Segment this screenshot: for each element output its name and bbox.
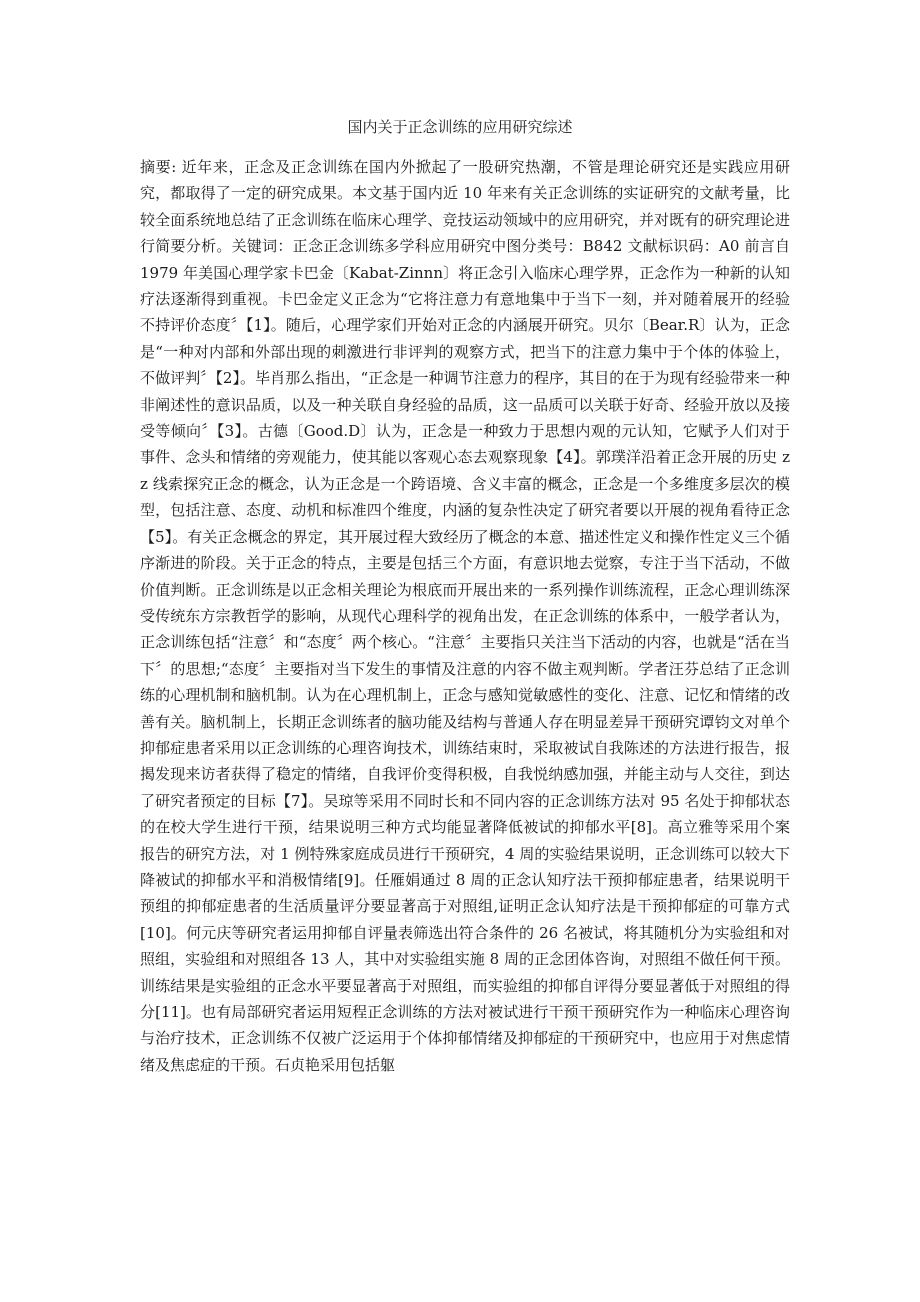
- document-body: [140, 154, 790, 1184]
- document-title: 国内关于正念训练的应用研究综述: [347, 118, 573, 136]
- body-paragraph: 摘要: 近年来，正念及正念训练在国内外掀起了一股研究热潮，不管是理论研究还是实践应用研究，都取得了一定的研究成果。本文基于国内近 10 年来有关正念训练的实证研究的文献考量，比较全面系统地总结了正念训练在临床心理学、竞技运动领域中的应用研究，并对既有的研究理论进行简要分析。关键词：正念正念训练多学科应用研究中图分类号：B842 文献标识码：A0 前言自 1979 年美国心理学家卡巴金〔Kabat-Zinnn〕将正念引入临床心理学界，正念作为一种新的认知疗法逐渐得到重视。卡巴金定义正念为“它将注意力有意地集中于当下一刻，并对随着展开的经验不持评价态度〞【1】。随后，心理学家们开始对正念的内涵展开研究。贝尔〔Bear.R〕认为，正念是“一种对内部和外部出现的刺激进行非评判的观察方式，把当下的注意力集中于个体的体验上，不做评判〞【2】。毕肖那么指出，“正念是一种调节注意力的程序，其目的在于为现有经验带来一种非阐述性的意识品质，以及一种关联自身经验的品质，这一品质可以关联于好奇、经验开放以及接受等倾向〞【3】。古德〔Good.D〕认为，正念是一种致力于思想内观的元认知，它赋予人们对于事件、念头和情绪的旁观能力，使其能以客观心态去观察现象【4】。郭璞洋沿着正念开展的历史 zz 线索探究正念的概念，认为正念是一个跨语境、含义丰富的概念，正念是一个多维度多层次的模型，包括注意、态度、动机和标准四个维度，内涵的复杂性决定了研究者要以开展的视角看待正念【5】。有关正念概念的界定，其开展过程大致经历了概念的本意、描述性定义和操作性定义三个循序渐进的阶段。关于正念的特点，主要是包括三个方面，有意识地去觉察，专注于当下活动，不做价值判断。正念训练是以正念相关理论为根底而开展出来的一系列操作训练流程，正念心理训练深受传统东方宗教哲学的影响，从现代心理科学的视角出发，在正念训练的体系中，一般学者认为，正念训练包括“注意〞和“态度〞两个核心。“注意〞主要指只关注当下活动的内容，也就是“活在当下〞的思想;“态度〞主要指对当下发生的事情及注意的内容不做主观判断。学者汪芬总结了正念训练的心理机制和脑机制。认为在心理机制上，正念与感知觉敏感性的变化、注意、记忆和情绪的改善有关。脑机制上，长期正念训练者的脑功能及结构与普通人存在明显差异干预研究谭钧文对单个抑郁症患者采用以正念训练的心理咨询技术，训练结束时，采取被试自我陈述的方法进行报告，报揭发现来访者获得了稳定的情绪，自我评价变得积极，自我悦纳感加强，并能主动与人交往，到达了研究者预定的目标【7】。吴琼等采用不同时长和不同内容的正念训练方法对 95 名处于抑郁状态的在校大学生进行干预，结果说明三种方式均能显著降低被试的抑郁水平[8]。高立雅等采用个案报告的研究方法，对 1 例特殊家庭成员进行干预研究，4 周的实验结果说明，正念训练可以较大下降被试的抑郁水平和消极情绪[9]。任雁娟通过 8 周的正念认知疗法干预抑郁症患者，结果说明干预组的抑郁症患者的生活质量评分要显著高于对照组,证明正念认知疗法是干预抑郁症的可靠方式[10]。何元庆等研究者运用抑郁自评量表筛选出符合条件的 26 名被试，将其随机分为实验组和对照组，实验组和对照组各 13 人，其中对实验组实施 8 周的正念团体咨询，对照组不做任何干预。训练结果是实验组的正念水平要显著高于对照组，而实验组的抑郁自评得分要显著低于对照组的得分[11]。也有局部研究者运用短程正念训练的方法对被试进行干预干预研究作为一种临床心理咨询与治疗技术，正念训练不仅被广泛运用于个体抑郁情绪及抑郁症的干预研究中，也应用于对焦虑情绪及焦虑症的干预。石贞艳采用包括躯: [140, 158, 790, 1074]
